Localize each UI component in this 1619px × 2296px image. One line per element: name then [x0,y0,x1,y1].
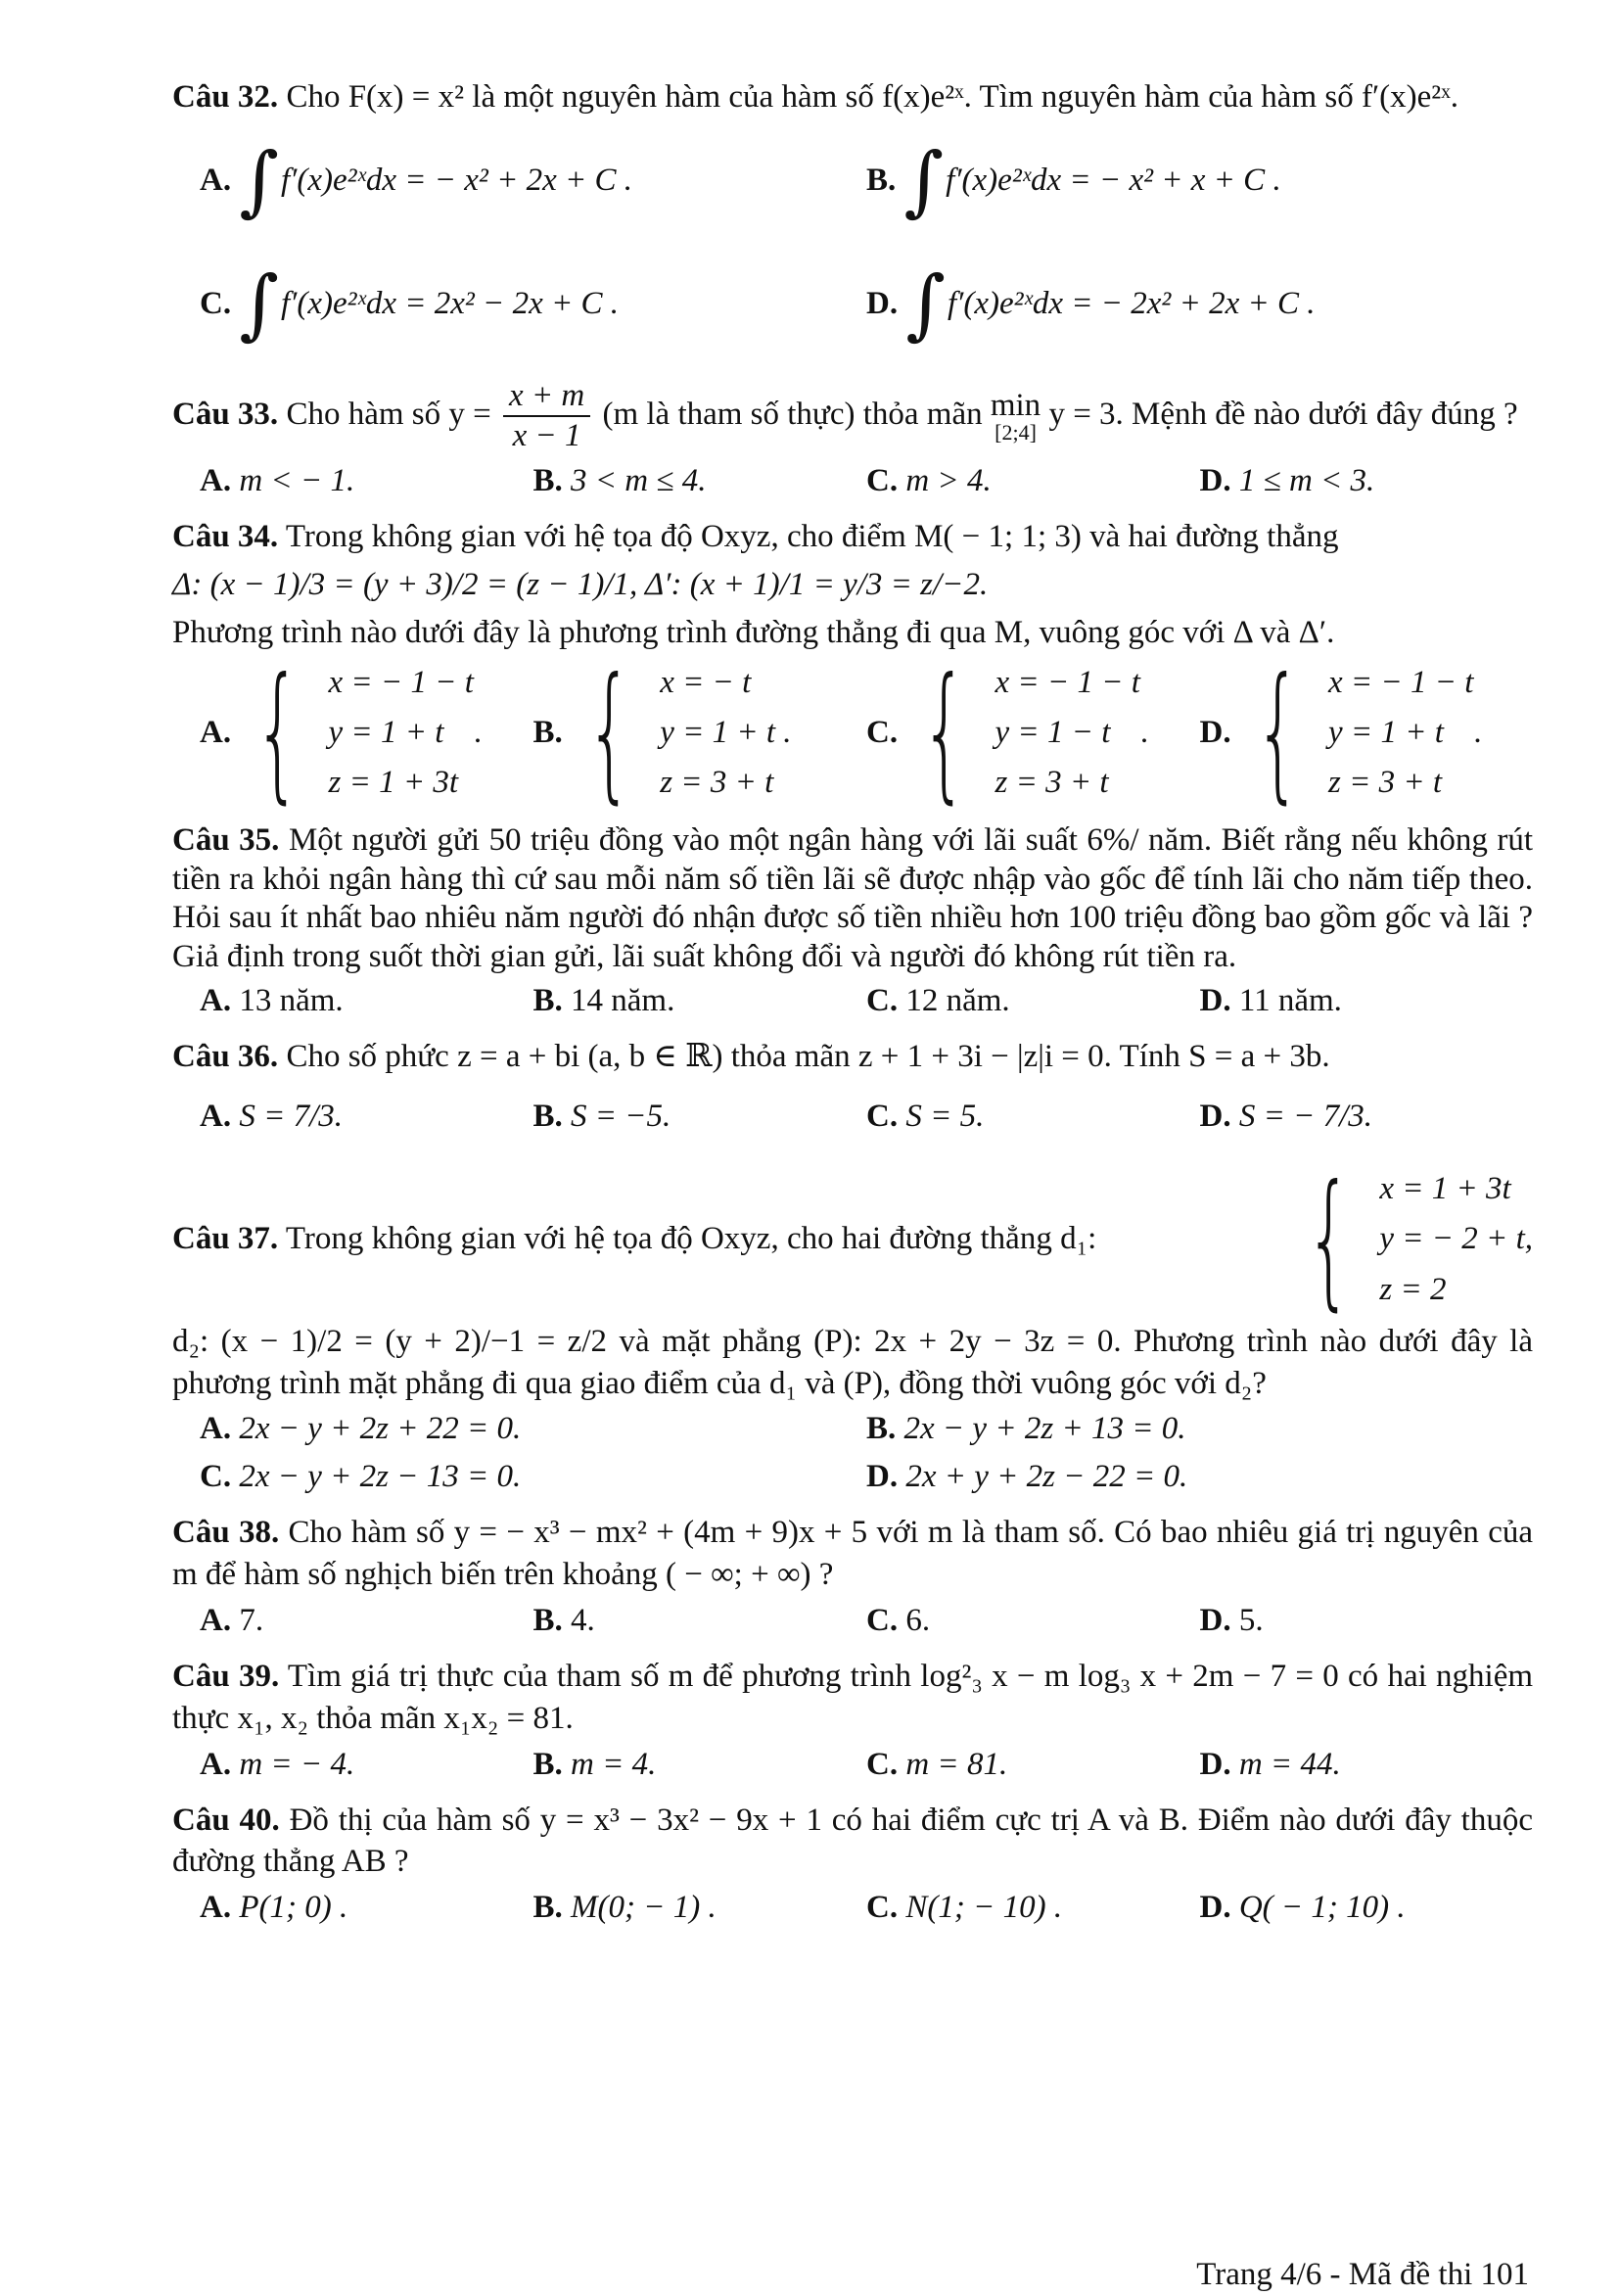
option-text: f′(x)e²ˣdx = 2x² − 2x + C . [280,286,620,322]
system-line: z = 3 + t [1328,764,1443,800]
option-label: A. [200,1411,232,1447]
question-body: Trong không gian với hệ tọa độ Oxyz, cho hai đường thẳng d₁: [285,1221,1097,1257]
option-label: B. [532,1746,563,1782]
option-text: 1 ≤ m < 3. [1238,463,1375,499]
question-text [172,1153,1533,1325]
option-text: m = − 4. [239,1746,355,1782]
system-line: z = 1 + 3t [328,764,459,800]
option-label: B. [532,714,563,750]
option-label: D. [1199,983,1231,1019]
option-a[interactable] [200,1096,533,1138]
option-text: P(1; 0) . [239,1890,348,1926]
question-number: Câu 38. [172,1515,280,1551]
question-text [172,516,1533,558]
brace-icon: { [1305,1153,1353,1325]
option-b[interactable] [533,460,867,502]
question-33 [172,377,1533,502]
option-label: D. [866,1459,899,1495]
option-text: 2x − y + 2z + 13 = 0. [903,1411,1186,1447]
system-line: x = − 1 − t [995,664,1140,700]
question-text-2 [172,612,1533,654]
question-36 [172,1036,1533,1150]
system-lines [1379,1164,1533,1314]
option-d[interactable] [1200,460,1534,502]
option-text: S = − 7/3. [1238,1098,1373,1134]
option-b[interactable] [533,1600,867,1642]
system-line: x = − 1 − t [1328,664,1474,700]
answer-options [200,460,1533,502]
question-number: Câu 33. [172,397,279,433]
question-38 [172,1512,1533,1642]
question-number: Câu 40. [172,1802,280,1838]
option-d[interactable] [1199,647,1534,819]
line-equations [172,564,1533,606]
option-label: D. [1199,1890,1231,1926]
question-text [172,377,1533,456]
question-35 [172,821,1533,1022]
question-body: Một người gửi 50 triệu đồng vào một ngân hàng với lãi suất 6%/ năm. Biết rằng nếu không rút tiền ra khỏi ngân hàng thì cứ sau mỗi năm số tiền lãi sẽ được nhập vào gốc để tính lãi cho năm tiếp theo. Hỏi sau ít nhất bao nhiêu năm người đó nhận được số tiền nhiều hơn 100 triệu đồng bao gồm gốc và lãi ? Giả định trong suốt thời gian gửi, lãi suất không đổi và người đó không rút tiền ra. [172,822,1534,974]
question-text-2 [172,1321,1533,1405]
option-text: 14 năm. [571,983,675,1019]
question-text [172,821,1533,976]
option-text: 3 < m ≤ 4. [571,463,707,499]
option-a[interactable] [200,1887,533,1929]
option-d[interactable] [1200,980,1534,1022]
option-label: D. [1199,1746,1231,1782]
system-line: z = 3 + t [660,764,774,800]
option-text: S = 5. [905,1098,985,1134]
system-lines [660,658,791,808]
answer-options [200,1082,1533,1150]
option-c[interactable] [866,980,1200,1022]
question-text [172,76,1533,118]
brace-icon: { [254,647,301,819]
option-b[interactable] [866,122,1533,240]
system-line: y = 1 − t [995,714,1111,750]
system-lines [1328,658,1473,808]
question-body: Cho số phức z = a + bi (a, b ∈ ℝ) thỏa mãn z + 1 + 3i − |z|i = 0. Tính S = a + 3b. [286,1039,1330,1075]
option-b[interactable] [533,1744,867,1786]
question-37 [172,1153,1533,1498]
option-text: m = 44. [1238,1746,1341,1782]
question-39 [172,1656,1533,1786]
option-text: m = 81. [905,1746,1008,1782]
system-line: x = 1 + 3t [1379,1171,1511,1207]
option-text: S = 7/3. [239,1098,344,1134]
fraction-numerator: x + m [503,377,590,418]
option-label: A. [200,1890,232,1926]
option-text: 4. [571,1602,595,1638]
question-text [172,1512,1533,1596]
option-c[interactable] [866,1887,1200,1929]
option-a[interactable] [200,460,533,502]
option-text: f′(x)e²ˣdx = − x² + x + C . [946,163,1281,199]
system-line: z = 3 + t [995,764,1109,800]
option-c[interactable] [200,1456,866,1498]
question-body-post: y = 3. Mệnh đề nào dưới đây đúng ? [1048,397,1518,433]
equations-text: Δ: (x − 1)/3 = (y + 3)/2 = (z − 1)/1, Δ′: (x + 1)/1 = y/3 = z/−2. [172,566,989,602]
option-label: B. [532,983,563,1019]
option-label: C. [866,714,899,750]
equation-system [898,647,1140,819]
question-body-wrap [172,1218,1096,1260]
system-line: y = 1 + t [1328,714,1444,750]
question-number: Câu 32. [172,79,279,115]
option-text: 11 năm. [1238,983,1342,1019]
option-end: . [1139,714,1149,750]
option-label: D. [1199,1098,1231,1134]
question-text [172,1800,1533,1884]
option-label: C. [866,1746,899,1782]
option-label: C. [200,1459,232,1495]
option-c[interactable] [866,647,1200,819]
question-body: d₂: (x − 1)/2 = (y + 2)/−1 = z/2 và mặt phẳng (P): 2x + 2y − 3z = 0. Phương trình nào dưới đây là phương trình mặt phẳng đi qua giao điểm của d₁ và (P), đồng thời vuông góc với d₂? [172,1323,1533,1401]
option-text: 6. [905,1602,931,1638]
system-line: x = − 1 − t [328,664,474,700]
option-label: A. [200,714,232,750]
option-c[interactable] [866,460,1200,502]
answer-options [200,246,1533,363]
question-34 [172,516,1533,819]
option-text: m > 4. [905,463,992,499]
option-label: C. [866,1098,899,1134]
option-b[interactable] [533,1096,867,1138]
answer-options [200,1456,1533,1498]
option-label: C. [200,286,232,322]
option-label: C. [866,1890,899,1926]
option-a[interactable] [200,1744,533,1786]
option-end: . [1473,714,1482,750]
option-label: B. [532,1890,563,1926]
option-label: D. [866,286,899,322]
system-lines [329,658,474,808]
option-text: 2x − y + 2z − 13 = 0. [239,1459,522,1495]
system-line: y = 1 + t . [660,714,792,750]
option-a[interactable] [200,1600,533,1642]
fraction [503,377,590,456]
equation-system [563,647,792,819]
option-label: B. [532,1602,563,1638]
system-line: y = − 2 + t, [1379,1221,1533,1257]
question-body: Phương trình nào dưới đây là phương trình đường thẳng đi qua M, vuông góc với Δ và Δ′. [172,614,1335,650]
question-body: Cho F(x) = x² là một nguyên hàm của hàm số f(x)e²ˣ. Tìm nguyên hàm của hàm số f′(x)e²ˣ. [286,79,1458,115]
brace-icon: { [920,647,968,819]
answer-options [200,1887,1533,1929]
option-label: D. [1199,463,1231,499]
option-label: B. [866,163,897,199]
equation-system [1282,1153,1533,1325]
option-c[interactable] [866,1744,1200,1786]
answer-options [200,647,1533,819]
option-text: f′(x)e²ˣdx = − 2x² + 2x + C . [947,286,1316,322]
integral-icon: ∫ [905,259,946,349]
option-label: A. [200,1098,232,1134]
option-text: 12 năm. [905,983,1010,1019]
question-number: Câu 37. [172,1221,279,1257]
question-32 [172,76,1533,363]
answer-options [200,1600,1533,1642]
question-body: Đồ thị của hàm số y = x³ − 3x² − 9x + 1 có hai điểm cực trị A và B. Điểm nào dưới đây thuộc đường thẳng AB ? [172,1802,1533,1880]
option-d[interactable] [1200,1600,1534,1642]
page-footer: Trang 4/6 - Mã đề thi 101 [1196,2257,1529,2292]
question-body: Cho hàm số y = − x³ − mx² + (4m + 9)x + 5 với m là tham số. Có bao nhiêu giá trị nguyên của m để hàm số nghịch biến trên khoảng ( − ∞; + ∞) ? [172,1515,1534,1593]
min-label: min [990,387,1041,423]
question-40 [172,1800,1533,1930]
option-text: f′(x)e²ˣdx = − x² + 2x + C . [280,163,633,199]
option-label: B. [532,1098,563,1134]
option-text: N(1; − 10) . [905,1890,1063,1926]
system-line: z = 2 [1379,1271,1447,1307]
question-number: Câu 36. [172,1039,279,1075]
option-text: M(0; − 1) . [571,1890,717,1926]
question-number: Câu 35. [172,822,280,859]
exam-page [172,76,1533,1943]
system-line: x = − t [660,664,752,700]
option-label: A. [200,463,232,499]
option-label: C. [866,463,899,499]
option-label: D. [1199,1602,1231,1638]
integral-icon: ∫ [239,136,279,225]
question-body-mid: (m là tham số thực) thỏa mãn [602,397,983,433]
answer-options [200,980,1533,1022]
option-label: B. [866,1411,897,1447]
answer-options [200,1408,1533,1450]
option-b[interactable] [533,980,867,1022]
option-label: A. [200,163,232,199]
option-label: A. [200,983,232,1019]
option-d[interactable] [1200,1887,1534,1929]
option-label: A. [200,1602,232,1638]
min-range: [2;4] [995,419,1037,445]
answer-options [200,122,1533,240]
option-c[interactable] [866,1096,1200,1138]
option-text: 2x + y + 2z − 22 = 0. [905,1459,1188,1495]
brace-icon: { [1254,647,1302,819]
option-b[interactable] [866,1408,1533,1450]
option-d[interactable] [866,246,1533,363]
option-c[interactable] [200,246,866,363]
fraction-denominator: x − 1 [512,418,581,454]
option-d[interactable] [866,1456,1533,1498]
integral-icon: ∫ [239,259,279,349]
option-text: 2x − y + 2z + 22 = 0. [239,1411,522,1447]
question-text [172,1036,1533,1078]
option-text: 13 năm. [239,983,344,1019]
option-label: D. [1199,714,1231,750]
option-text: 7. [239,1602,264,1638]
option-b[interactable] [532,647,867,819]
option-text: 5. [1238,1602,1264,1638]
option-text: S = −5. [571,1098,671,1134]
option-b[interactable] [533,1887,867,1929]
option-d[interactable] [1200,1096,1534,1138]
option-a[interactable] [200,980,533,1022]
question-body: Trong không gian với hệ tọa độ Oxyz, cho điểm M( − 1; 1; 3) và hai đường thẳng [285,518,1339,554]
brace-icon: { [585,647,633,819]
answer-options [200,1744,1533,1786]
option-text: Q( − 1; 10) . [1238,1890,1406,1926]
question-number: Câu 34. [172,518,279,554]
question-body-pre: Cho hàm số y = [286,397,491,433]
option-label: A. [200,1746,232,1782]
option-label: C. [866,983,899,1019]
option-d[interactable] [1200,1744,1534,1786]
option-label: C. [866,1602,899,1638]
integral-icon: ∫ [903,136,945,225]
question-number: Câu 39. [172,1658,280,1694]
option-c[interactable] [866,1600,1200,1642]
option-a[interactable] [200,122,866,240]
option-a[interactable] [200,647,533,819]
question-text [172,1656,1533,1740]
equation-system [231,647,474,819]
question-body: Tìm giá trị thực của tham số m để phương trình log²₃ x − m log₃ x + 2m − 7 = 0 có hai nghiệm thực x₁, x₂ thỏa mãn x₁x₂ = 81. [172,1658,1534,1736]
option-end: . [473,714,483,750]
option-a[interactable] [200,1408,866,1450]
min-operator [990,387,1041,445]
option-label: B. [532,463,563,499]
option-text: m < − 1. [239,463,355,499]
system-line: y = 1 + t [328,714,444,750]
option-text: m = 4. [571,1746,657,1782]
system-lines [995,658,1140,808]
equation-system [1231,647,1474,819]
